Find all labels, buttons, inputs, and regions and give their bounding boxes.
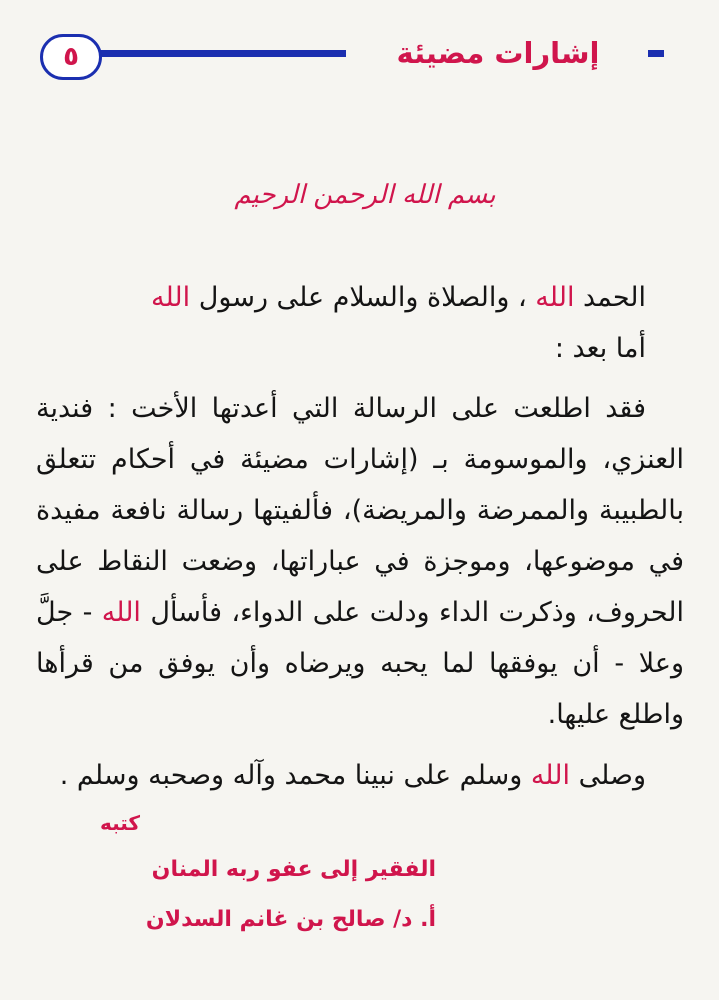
text-segment: وصلى [578,760,646,791]
divine-name: الله [535,282,575,313]
body-text [36,272,684,801]
divine-name: الله [151,282,191,313]
paragraph-opening [36,272,684,323]
text-segment: وسلم على نبينا محمد وآله وصحبه وسلم . [59,760,523,791]
divine-name: الله [530,760,570,791]
page-header [0,28,719,84]
basmala-calligraphy: بسم الله الرحمن الرحيم [234,180,496,210]
page-number-badge [40,34,102,80]
text-segment: فقد اطلعت على الرسالة التي أعدتها الأخت : فندية العنزي، والموسومة بـ (إشارات مضيئة في أحكام تتعلق بالطبيبة والممرضة والمريضة)، فألفيتها رسالة نافعة مفيدة في موضوعها، وموجزة في عباراتها، وضعت النقاط على الحروف، وذكرت الداء ودلت على الدواء، فأسأل [36,393,684,628]
signature-heading: كتبه [99,811,141,835]
paragraph-closing [36,750,684,801]
divine-name: الله [101,597,141,628]
header-title: إشارات مضيئة [396,36,600,70]
header-rule-left [100,50,346,57]
paragraph-salutation: أما بعد : [554,333,646,364]
page-number: ٥ [63,42,79,72]
signature-author: أ. د/ صالح بن غانم السدلان [145,907,436,932]
text-segment: الحمد [583,282,646,313]
text-segment: ، والصلاة والسلام على رسول [198,282,527,313]
paragraph-main [36,383,684,740]
signature-line: الفقير إلى عفو ربه المنان [151,857,436,882]
header-rule-right [648,50,664,57]
text-segment: - جلَّ وعلا - أن يوفقها لما يحبه ويرضاه وأن يوفق من قرأها واطلع عليها. [36,597,684,730]
